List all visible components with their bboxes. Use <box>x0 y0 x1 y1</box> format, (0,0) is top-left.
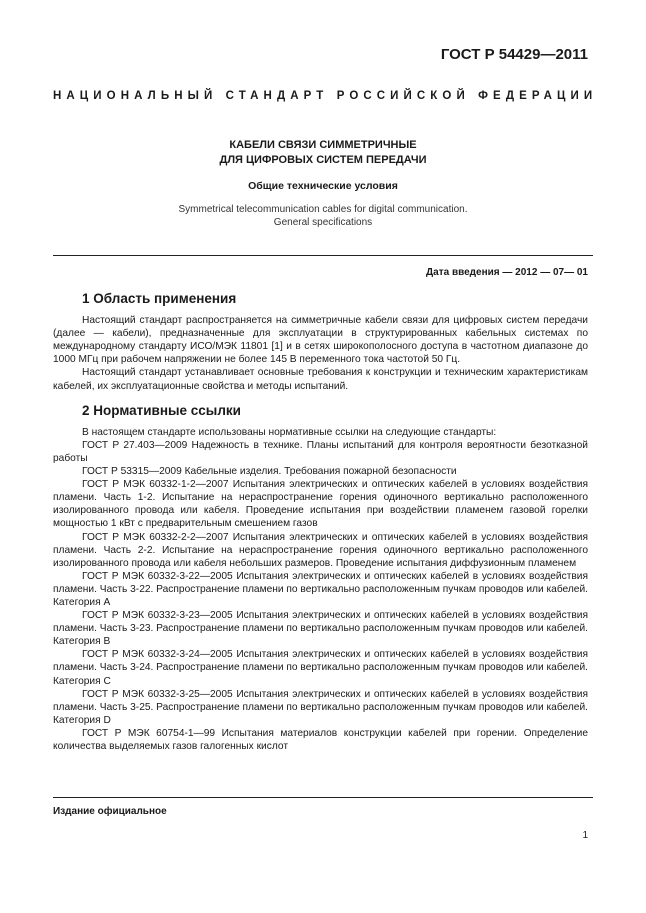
header-divider <box>53 255 593 256</box>
reference-item: ГОСТ Р МЭК 60332-3-22—2005 Испытания электрических и оптических кабелей в условиях воздействия пламени. Часть 3-22. Распространение пламени по вертикально расположенным пучкам проводов или кабелей. Категория А <box>53 570 588 608</box>
section-1-title: 1 Область применения <box>82 291 237 306</box>
english-title-line-1: Symmetrical telecommunication cables for digital communication. <box>178 204 468 215</box>
document-number: ГОСТ Р 54429—2011 <box>440 46 588 63</box>
section-2-paragraph: В настоящем стандарте использованы нормативные ссылки на следующие стандарты: <box>82 426 497 438</box>
reference-item: ГОСТ Р МЭК 60332-2-2—2007 Испытания электрических и оптических кабелей в условиях воздействия пламени. Часть 2-2. Испытание на нераспространение горения одиночного вертикально расположенного изолированного провода или кабеля небольших размеров. Проведение испытания диффузионным пламенем <box>53 531 588 569</box>
title-block <box>53 138 593 229</box>
reference-item: ГОСТ Р МЭК 60754-1—99 Испытания материалов конструкции кабелей при горении. Определение количества выделяемых газов галогенных кислот <box>53 727 588 752</box>
reference-item: ГОСТ Р МЭК 60332-1-2—2007 Испытания электрических и оптических кабелей в условиях воздействия пламени. Часть 1-2. Испытание на нераспространение горения одиночного вертикально расположенного изолированного провода или кабеля. Проведение испытания при воздействии пламенем газовой горелки мощностью 1 кВт с предварительным смешением газов <box>53 479 588 530</box>
reference-item: ГОСТ Р МЭК 60332-3-24—2005 Испытания электрических и оптических кабелей в условиях воздействия пламени. Часть 3-24. Распространение пламени по вертикально расположенным пучкам проводов или кабелей. Категория С <box>53 649 588 687</box>
document-subtitle: Общие технические условия <box>248 180 398 192</box>
page-number: 1 <box>582 830 588 841</box>
footer-divider <box>53 797 593 798</box>
section-1-paragraph: Настоящий стандарт распространяется на симметричные кабели связи для цифровых систем передачи (далее — кабели), предназначенные для эксплуатации в структурированных кабельных системах по международному стандарту ИСО/МЭК 11801 [1] и в сетях широкополосного доступа в частотном диапазоне до 1000 МГц при рабочем напряжении не более 145 В переменного тока частотой 50 Гц. <box>53 315 588 366</box>
official-edition-label: Издание официальное <box>53 806 167 817</box>
reference-item: ГОСТ Р 27.403—2009 Надежность в технике. Планы испытаний для контроля вероятности безотказной работы <box>53 439 588 464</box>
reference-item: ГОСТ Р МЭК 60332-3-23—2005 Испытания электрических и оптических кабелей в условиях воздействия пламени. Часть 3-23. Распространение пламени по вертикально расположенным пучкам проводов или кабелей. Категория В <box>53 610 588 648</box>
introduction-date: Дата введения — 2012 — 07— 01 <box>426 267 588 278</box>
english-title <box>53 203 593 229</box>
national-standard-banner: НАЦИОНАЛЬНЫЙ СТАНДАРТ РОССИЙСКОЙ ФЕДЕРАЦИИ <box>53 90 598 102</box>
document-body <box>53 292 588 753</box>
section-1-paragraph: Настоящий стандарт устанавливает основные требования к конструкции и техническим характеристикам кабелей, их эксплуатационные свойства и методы испытаний. <box>53 367 588 392</box>
reference-item: ГОСТ Р МЭК 60332-3-25—2005 Испытания электрических и оптических кабелей в условиях воздействия пламени. Часть 3-25. Распространение пламени по вертикально расположенным пучкам проводов или кабелей. Категория D <box>53 688 588 726</box>
section-2-title: 2 Нормативные ссылки <box>82 402 241 418</box>
reference-item: ГОСТ Р 53315—2009 Кабельные изделия. Требования пожарной безопасности <box>82 466 457 478</box>
document-title-line-2: ДЛЯ ЦИФРОВЫХ СИСТЕМ ПЕРЕДАЧИ <box>219 154 427 166</box>
document-title-line-1: КАБЕЛИ СВЯЗИ СИММЕТРИЧНЫЕ <box>229 139 417 151</box>
english-title-line-2: General specifications <box>273 217 373 228</box>
